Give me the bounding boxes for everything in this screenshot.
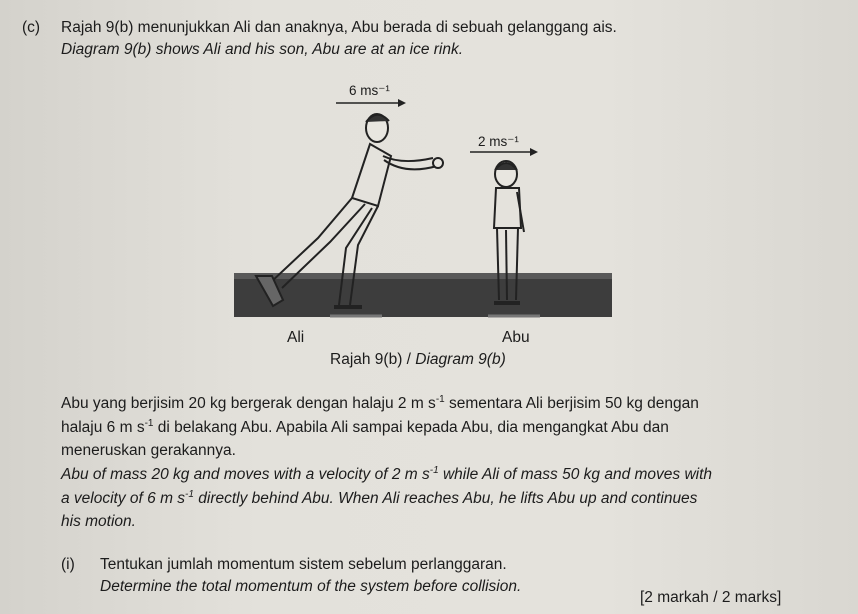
intro-malay: Rajah 9(b) menunjukkan Ali dan anaknya, Abu berada di sebuah gelanggang ais.	[61, 19, 617, 36]
ground-edge	[234, 273, 612, 279]
question-label: (c)	[22, 19, 41, 36]
diagram-caption: Rajah 9(b) / Diagram 9(b)	[330, 351, 506, 368]
abu-name-label: Abu	[502, 329, 530, 346]
abu-arrow-head	[530, 148, 538, 156]
abu-velocity-label: 2 ms⁻¹	[478, 134, 519, 149]
ali-name-label: Ali	[287, 329, 305, 346]
para-en-line-3: his motion.	[61, 513, 136, 530]
para-en-line-1: Abu of mass 20 kg and moves with a velocity of 2 m $s^{-1}$ while Ali of mass 50 kg and moves with	[61, 465, 713, 484]
subquestion-english: Determine the total momentum of the system before collision.	[100, 578, 522, 595]
marks-allocation: [2 markah / 2 marks]	[640, 589, 782, 606]
para-en-line-2: a velocity of 6 m $s^{-1}$ directly behind Abu. When Ali reaches Abu, he lifts Abu up and continues	[61, 489, 698, 508]
para-ms-line-1: Abu yang berjisim 20 kg bergerak dengan halaju 2 m $s^{-1}$ sementara Ali berjisim 50 kg dengan	[61, 394, 699, 413]
ali-arrow-head	[398, 99, 406, 107]
para-ms-line-2: halaju 6 m $s^{-1}$ di belakang Abu. Apabila Ali sampai kepada Abu, dia mengangkat Abu dan	[61, 418, 669, 437]
subquestion-label: (i)	[61, 556, 75, 573]
ali-velocity-label: 6 ms⁻¹	[349, 83, 390, 98]
para-ms-line-3: meneruskan gerakannya.	[61, 442, 236, 459]
subquestion-malay: Tentukan jumlah momentum sistem sebelum perlanggaran.	[100, 556, 507, 573]
intro-english: Diagram 9(b) shows Ali and his son, Abu are at an ice rink.	[61, 41, 464, 58]
